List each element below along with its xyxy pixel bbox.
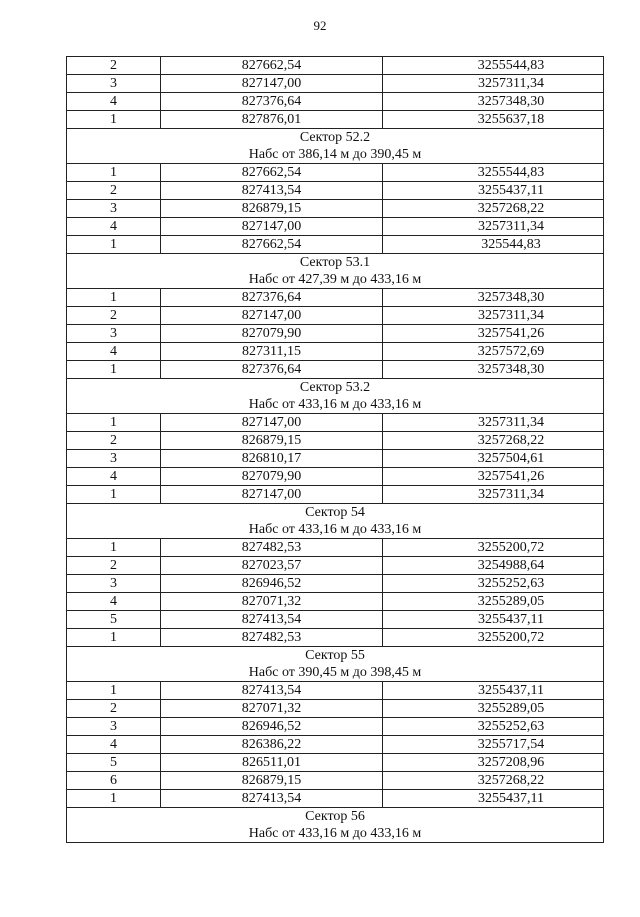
y-coordinate-cell: 3255289,05: [383, 593, 604, 611]
sector-title-row: [67, 504, 604, 522]
x-coordinate-cell: 827662,54: [161, 57, 383, 75]
sector-title-row: [67, 254, 604, 272]
sector-title-row: [67, 379, 604, 397]
x-coordinate-cell: 827413,54: [161, 611, 383, 629]
x-coordinate-cell: 827376,64: [161, 361, 383, 379]
x-coordinate-cell: 826810,17: [161, 450, 383, 468]
y-coordinate-cell: 3255289,05: [383, 700, 604, 718]
x-coordinate-cell: 827071,32: [161, 700, 383, 718]
x-coordinate-cell: 826879,15: [161, 772, 383, 790]
table-row: [67, 790, 604, 808]
y-coordinate-cell: 3257348,30: [383, 289, 604, 307]
x-coordinate-cell: 827876,01: [161, 111, 383, 129]
sector-title-row: [67, 129, 604, 147]
table-row: [67, 75, 604, 93]
x-coordinate-cell: 827071,32: [161, 593, 383, 611]
x-coordinate-cell: 826946,52: [161, 718, 383, 736]
point-number-cell: 1: [67, 629, 161, 647]
sector-range-row: [67, 271, 604, 289]
table-row: [67, 736, 604, 754]
table-row: [67, 557, 604, 575]
point-number-cell: 1: [67, 164, 161, 182]
y-coordinate-cell: 3257311,34: [383, 75, 604, 93]
table-row: [67, 414, 604, 432]
y-coordinate-cell: 325544,83: [383, 236, 604, 254]
sector-title: Сектор 53.2: [67, 379, 604, 397]
point-number-cell: 4: [67, 218, 161, 236]
x-coordinate-cell: 827376,64: [161, 93, 383, 111]
y-coordinate-cell: 3257504,61: [383, 450, 604, 468]
point-number-cell: 3: [67, 450, 161, 468]
point-number-cell: 2: [67, 432, 161, 450]
table-row: [67, 629, 604, 647]
sector-title: Сектор 54: [67, 504, 604, 522]
sector-title-row: [67, 647, 604, 665]
table-row: [67, 93, 604, 111]
table-row: [67, 343, 604, 361]
y-coordinate-cell: 3255544,83: [383, 57, 604, 75]
y-coordinate-cell: 3255437,11: [383, 790, 604, 808]
table-row: [67, 468, 604, 486]
sector-height-range: Набс от 390,45 м до 398,45 м: [67, 664, 604, 682]
y-coordinate-cell: 3255200,72: [383, 539, 604, 557]
point-number-cell: 4: [67, 736, 161, 754]
y-coordinate-cell: 3255717,54: [383, 736, 604, 754]
point-number-cell: 3: [67, 75, 161, 93]
sector-title: Сектор 55: [67, 647, 604, 665]
sector-height-range: Набс от 386,14 м до 390,45 м: [67, 146, 604, 164]
point-number-cell: 6: [67, 772, 161, 790]
table-row: [67, 575, 604, 593]
x-coordinate-cell: 827023,57: [161, 557, 383, 575]
sector-height-range: Набс от 427,39 м до 433,16 м: [67, 271, 604, 289]
sector-height-range: Набс от 433,16 м до 433,16 м: [67, 396, 604, 414]
x-coordinate-cell: 827147,00: [161, 486, 383, 504]
table-row: [67, 325, 604, 343]
x-coordinate-cell: 827413,54: [161, 682, 383, 700]
point-number-cell: 4: [67, 593, 161, 611]
x-coordinate-cell: 826511,01: [161, 754, 383, 772]
x-coordinate-cell: 827413,54: [161, 182, 383, 200]
point-number-cell: 3: [67, 200, 161, 218]
y-coordinate-cell: 3257311,34: [383, 486, 604, 504]
y-coordinate-cell: 3255544,83: [383, 164, 604, 182]
table-row: [67, 218, 604, 236]
table-row: [67, 682, 604, 700]
y-coordinate-cell: 3257268,22: [383, 772, 604, 790]
x-coordinate-cell: 826946,52: [161, 575, 383, 593]
point-number-cell: 1: [67, 361, 161, 379]
sector-range-row: [67, 521, 604, 539]
coordinates-table-body: [67, 57, 604, 843]
x-coordinate-cell: 827079,90: [161, 325, 383, 343]
point-number-cell: 1: [67, 790, 161, 808]
y-coordinate-cell: 3254988,64: [383, 557, 604, 575]
y-coordinate-cell: 3255637,18: [383, 111, 604, 129]
point-number-cell: 2: [67, 307, 161, 325]
table-row: [67, 182, 604, 200]
point-number-cell: 1: [67, 486, 161, 504]
x-coordinate-cell: 827147,00: [161, 218, 383, 236]
point-number-cell: 1: [67, 414, 161, 432]
x-coordinate-cell: 827147,00: [161, 75, 383, 93]
x-coordinate-cell: 827662,54: [161, 164, 383, 182]
table-row: [67, 772, 604, 790]
table-row: [67, 307, 604, 325]
table-row: [67, 539, 604, 557]
table-row: [67, 486, 604, 504]
sector-range-row: [67, 146, 604, 164]
y-coordinate-cell: 3257311,34: [383, 307, 604, 325]
y-coordinate-cell: 3257268,22: [383, 432, 604, 450]
table-row: [67, 164, 604, 182]
point-number-cell: 1: [67, 236, 161, 254]
table-row: [67, 450, 604, 468]
table-row: [67, 57, 604, 75]
sector-title: Сектор 52.2: [67, 129, 604, 147]
point-number-cell: 1: [67, 682, 161, 700]
point-number-cell: 2: [67, 557, 161, 575]
sector-range-row: [67, 825, 604, 843]
y-coordinate-cell: 3257348,30: [383, 361, 604, 379]
y-coordinate-cell: 3257311,34: [383, 414, 604, 432]
y-coordinate-cell: 3257572,69: [383, 343, 604, 361]
point-number-cell: 1: [67, 539, 161, 557]
point-number-cell: 5: [67, 611, 161, 629]
y-coordinate-cell: 3257268,22: [383, 200, 604, 218]
x-coordinate-cell: 827147,00: [161, 414, 383, 432]
sector-range-row: [67, 664, 604, 682]
y-coordinate-cell: 3257208,96: [383, 754, 604, 772]
point-number-cell: 2: [67, 182, 161, 200]
sector-height-range: Набс от 433,16 м до 433,16 м: [67, 521, 604, 539]
sector-title: Сектор 53.1: [67, 254, 604, 272]
table-row: [67, 200, 604, 218]
sector-title: Сектор 56: [67, 808, 604, 826]
y-coordinate-cell: 3257348,30: [383, 93, 604, 111]
y-coordinate-cell: 3257311,34: [383, 218, 604, 236]
y-coordinate-cell: 3255437,11: [383, 182, 604, 200]
point-number-cell: 4: [67, 93, 161, 111]
table-row: [67, 593, 604, 611]
table-row: [67, 432, 604, 450]
y-coordinate-cell: 3257541,26: [383, 325, 604, 343]
y-coordinate-cell: 3257541,26: [383, 468, 604, 486]
x-coordinate-cell: 827413,54: [161, 790, 383, 808]
table-row: [67, 289, 604, 307]
coordinates-table: [66, 56, 604, 843]
x-coordinate-cell: 827311,15: [161, 343, 383, 361]
x-coordinate-cell: 826386,22: [161, 736, 383, 754]
x-coordinate-cell: 826879,15: [161, 200, 383, 218]
x-coordinate-cell: 827079,90: [161, 468, 383, 486]
point-number-cell: 3: [67, 718, 161, 736]
y-coordinate-cell: 3255252,63: [383, 718, 604, 736]
x-coordinate-cell: 827376,64: [161, 289, 383, 307]
x-coordinate-cell: 826879,15: [161, 432, 383, 450]
table-row: [67, 718, 604, 736]
x-coordinate-cell: 827147,00: [161, 307, 383, 325]
point-number-cell: 5: [67, 754, 161, 772]
x-coordinate-cell: 827482,53: [161, 539, 383, 557]
table-row: [67, 754, 604, 772]
table-row: [67, 361, 604, 379]
y-coordinate-cell: 3255252,63: [383, 575, 604, 593]
table-row: [67, 111, 604, 129]
point-number-cell: 4: [67, 343, 161, 361]
sector-title-row: [67, 808, 604, 826]
point-number-cell: 3: [67, 575, 161, 593]
x-coordinate-cell: 827662,54: [161, 236, 383, 254]
table-row: [67, 236, 604, 254]
point-number-cell: 1: [67, 289, 161, 307]
point-number-cell: 2: [67, 700, 161, 718]
y-coordinate-cell: 3255437,11: [383, 611, 604, 629]
sector-height-range: Набс от 433,16 м до 433,16 м: [67, 825, 604, 843]
y-coordinate-cell: 3255437,11: [383, 682, 604, 700]
table-row: [67, 700, 604, 718]
sector-range-row: [67, 396, 604, 414]
table-row: [67, 611, 604, 629]
point-number-cell: 1: [67, 111, 161, 129]
page-number: 92: [313, 18, 327, 33]
point-number-cell: 4: [67, 468, 161, 486]
x-coordinate-cell: 827482,53: [161, 629, 383, 647]
y-coordinate-cell: 3255200,72: [383, 629, 604, 647]
point-number-cell: 3: [67, 325, 161, 343]
point-number-cell: 2: [67, 57, 161, 75]
